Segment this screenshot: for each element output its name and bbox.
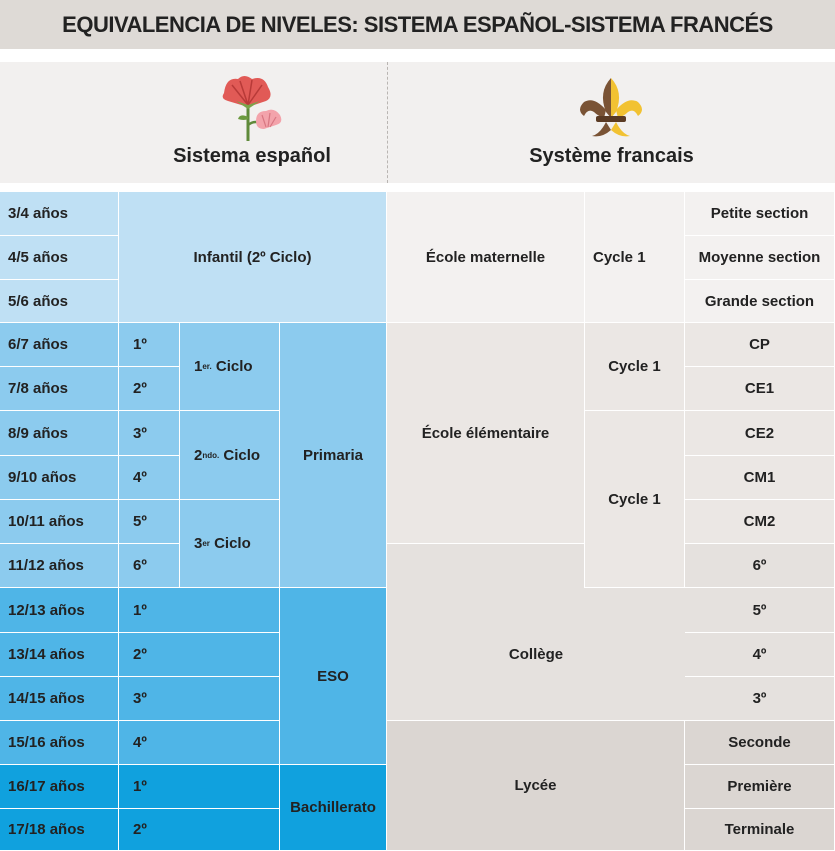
- bachillerato-stage: Bachillerato: [280, 765, 387, 851]
- level-cell: Petite section: [685, 192, 835, 236]
- age-row: 4/5 años: [0, 236, 119, 280]
- ciclo-cell: [180, 411, 280, 500]
- ciclo-suffix: er.: [202, 362, 212, 371]
- lycee-stage: Lycée: [387, 721, 685, 851]
- course-cell: 4º: [119, 721, 280, 765]
- level-cell: CP: [685, 323, 835, 367]
- age-row: 7/8 años: [0, 367, 119, 411]
- course-cell: 1º: [119, 765, 280, 809]
- course-cell: 4º: [119, 456, 180, 500]
- level-cell: Terminale: [685, 809, 835, 851]
- level-cell: Moyenne section: [685, 236, 835, 280]
- level-cell: 4º: [685, 633, 835, 677]
- course-cell: 3º: [119, 677, 280, 721]
- page-title: EQUIVALENCIA DE NIVELES: SISTEMA ESPAÑOL-SISTEMA FRANCÉS: [0, 0, 835, 49]
- age-row: 13/14 años: [0, 633, 119, 677]
- age-row: 12/13 años: [0, 588, 119, 633]
- course-cell: 2º: [119, 367, 180, 411]
- course-cell: 1º: [119, 323, 180, 367]
- fleur-de-lis-icon: [576, 76, 646, 142]
- level-cell: 3º: [685, 677, 835, 721]
- level-cell: 6º: [685, 544, 835, 588]
- age-row: 11/12 años: [0, 544, 119, 588]
- elementaire-stage: École élémentaire: [387, 323, 585, 544]
- level-cell: CM2: [685, 500, 835, 544]
- age-row: 14/15 años: [0, 677, 119, 721]
- age-row: 5/6 años: [0, 280, 119, 323]
- level-cell: Première: [685, 765, 835, 809]
- ciclo-number: 2: [194, 446, 203, 464]
- level-cell: Grande section: [685, 280, 835, 323]
- ciclo-suffix: er: [202, 539, 210, 548]
- spanish-system-header: Sistema español: [173, 145, 331, 167]
- level-cell: CM1: [685, 456, 835, 500]
- eso-stage: ESO: [280, 588, 387, 765]
- age-row: 17/18 años: [0, 809, 119, 851]
- age-row: 16/17 años: [0, 765, 119, 809]
- elementaire-cycle: Cycle 1: [585, 411, 685, 588]
- maternelle-cycle: Cycle 1: [585, 192, 685, 323]
- ciclo-cell: [180, 323, 280, 411]
- ciclo-cell: [180, 500, 280, 588]
- course-cell: 1º: [119, 588, 280, 633]
- elementaire-cycle: Cycle 1: [585, 323, 685, 411]
- ciclo-word: Ciclo: [211, 358, 253, 375]
- age-row: 10/11 años: [0, 500, 119, 544]
- primaria-stage: Primaria: [280, 323, 387, 588]
- course-cell: 3º: [119, 411, 180, 456]
- ciclo-number: 3: [194, 535, 203, 552]
- age-row: 15/16 años: [0, 721, 119, 765]
- college-stage: Collège: [387, 588, 685, 721]
- infantil-stage: Infantil (2º Ciclo): [119, 192, 387, 323]
- course-cell: 6º: [119, 544, 180, 588]
- level-cell: 5º: [685, 588, 835, 633]
- level-cell: CE1: [685, 367, 835, 411]
- level-cell: Seconde: [685, 721, 835, 765]
- maternelle-stage: École maternelle: [387, 192, 585, 323]
- age-row: 3/4 años: [0, 192, 119, 236]
- ciclo-word: Ciclo: [219, 446, 261, 464]
- ciclo-suffix: ndo.: [202, 450, 220, 460]
- carnation-flowers-icon: [218, 75, 286, 145]
- course-cell: 5º: [119, 500, 180, 544]
- french-system-header: Système francais: [529, 145, 694, 167]
- age-row: 8/9 años: [0, 411, 119, 456]
- course-cell: 2º: [119, 809, 280, 851]
- age-row: 6/7 años: [0, 323, 119, 367]
- ciclo-number: 1: [194, 358, 203, 375]
- level-cell: CE2: [685, 411, 835, 456]
- course-cell: 2º: [119, 633, 280, 677]
- age-row: 9/10 años: [0, 456, 119, 500]
- ciclo-word: Ciclo: [209, 535, 251, 552]
